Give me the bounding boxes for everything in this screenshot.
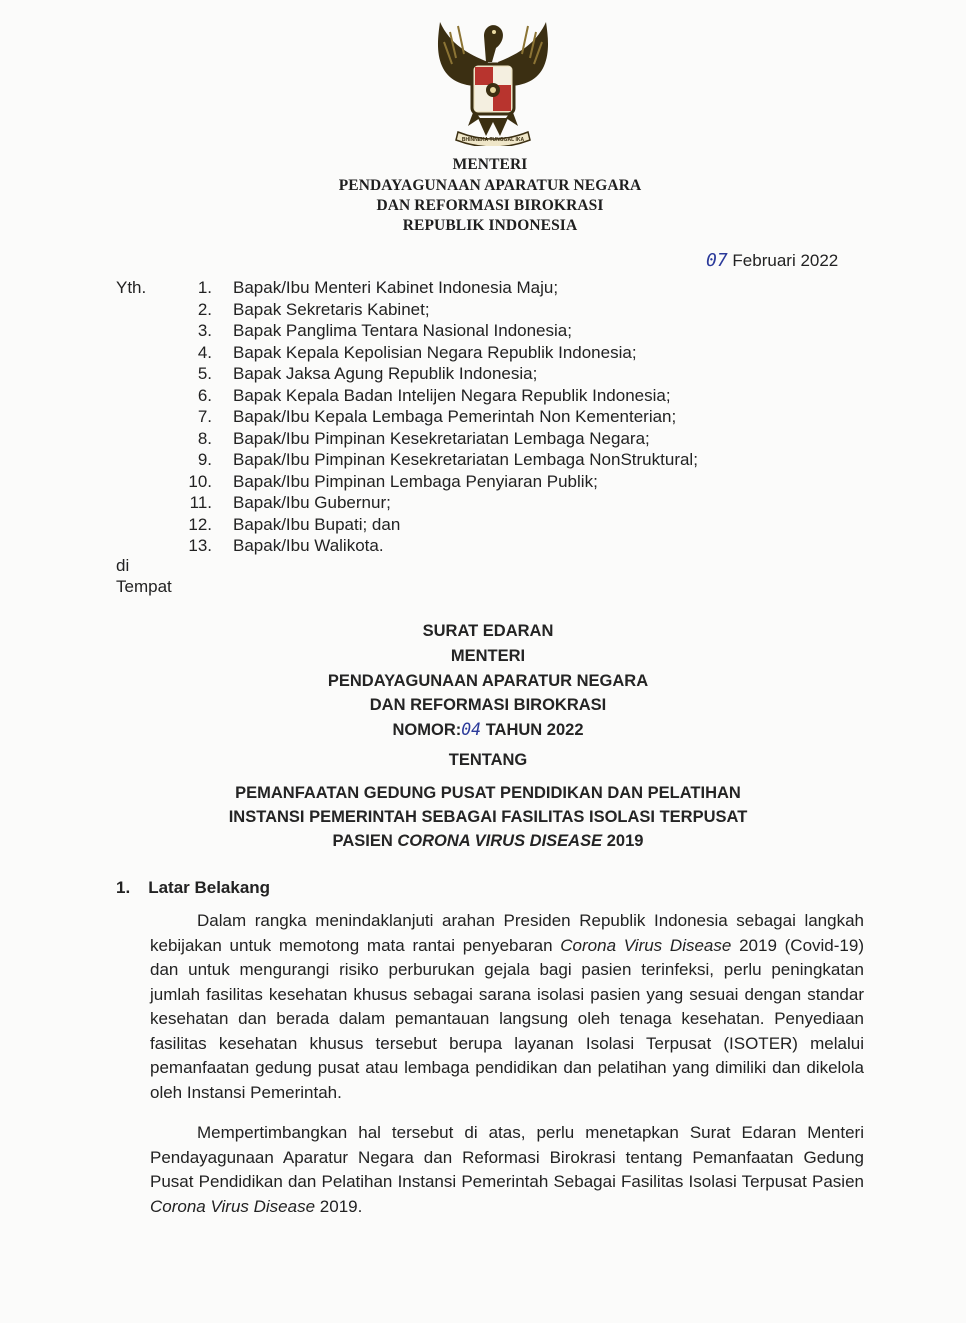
section-title: Latar Belakang [148, 878, 271, 897]
subject-line-3: PASIEN CORONA VIRUS DISEASE 2019 [332, 832, 644, 850]
garuda-emblem-icon [428, 14, 558, 146]
letterhead-line-2: PENDAYAGUNAAN APARATUR NEGARA [338, 177, 642, 194]
paragraph-1: Dalam rangka menindaklanjuti arahan Presiden Republik Indonesia sebagai langkah kebijakan untuk memotong mata rantai penyebaran Corona Virus Disease 2019 (Covid-19) dan untuk mengurangi risiko perburukan gejala bagi pasien terinfeksi, perlu peningkatan jumlah fasilitas kesehatan khusus sebagai sarana isolasi pasien yang sesuai dengan standar kesehatan dan berada dalam pemantauan langsung oleh tenaga kesehatan. Penyediaan fasilitas kesehatan khusus tersebut berupa layanan Isolasi Terpusat (ISOTER) melalui pemanfaatan gedung pusat atau lembaga pendidikan dan pelatihan yang dimiliki dan dikelola oleh Instansi Pemerintah. [150, 911, 864, 1102]
title-tentang: TENTANG [448, 751, 528, 769]
place-di: di [116, 556, 130, 575]
title-nomor: NOMOR:04 TAHUN 2022 [392, 720, 584, 739]
emblem-motto: BHINNEKA TUNGGAL IKA [461, 137, 525, 143]
date-month-year: Februari 2022 [732, 251, 839, 270]
salutation: Yth. [116, 278, 147, 297]
letterhead-line-1: MENTERI [452, 156, 528, 173]
subject-line-1: PEMANFAATAN GEDUNG PUSAT PENDIDIKAN DAN PELATIHAN [235, 784, 741, 802]
title-line-2: MENTERI [450, 647, 526, 665]
title-line-1: SURAT EDARAN [422, 622, 554, 640]
subject-line-2: INSTANSI PEMERINTAH SEBAGAI FASILITAS ISOLASI TERPUSAT [228, 808, 748, 826]
title-line-3: PENDAYAGUNAAN APARATUR NEGARA [327, 672, 649, 690]
letterhead-line-3: DAN REFORMASI BIROKRASI [376, 197, 604, 214]
nomor-handwritten: 04 [461, 720, 482, 739]
letterhead-line-4: REPUBLIK INDONESIA [402, 217, 578, 234]
section-number: 1. [116, 878, 131, 897]
title-line-4: DAN REFORMASI BIROKRASI [369, 696, 607, 714]
paragraph-2: Mempertimbangkan hal tersebut di atas, perlu menetapkan Surat Edaran Menteri Pendayagunaan Aparatur Negara dan Reformasi Birokrasi tentang Pemanfaatan Gedung Pusat Pendidikan dan Pelatihan Instansi Pemerintah Sebagai Fasilitas Isolasi Terpusat Pasien Corona Virus Disease 2019. [150, 1123, 864, 1216]
place-tempat: Tempat [116, 577, 172, 596]
section-heading [116, 878, 270, 898]
date-day-handwritten: 07 [706, 250, 728, 271]
letter-date [706, 250, 838, 271]
